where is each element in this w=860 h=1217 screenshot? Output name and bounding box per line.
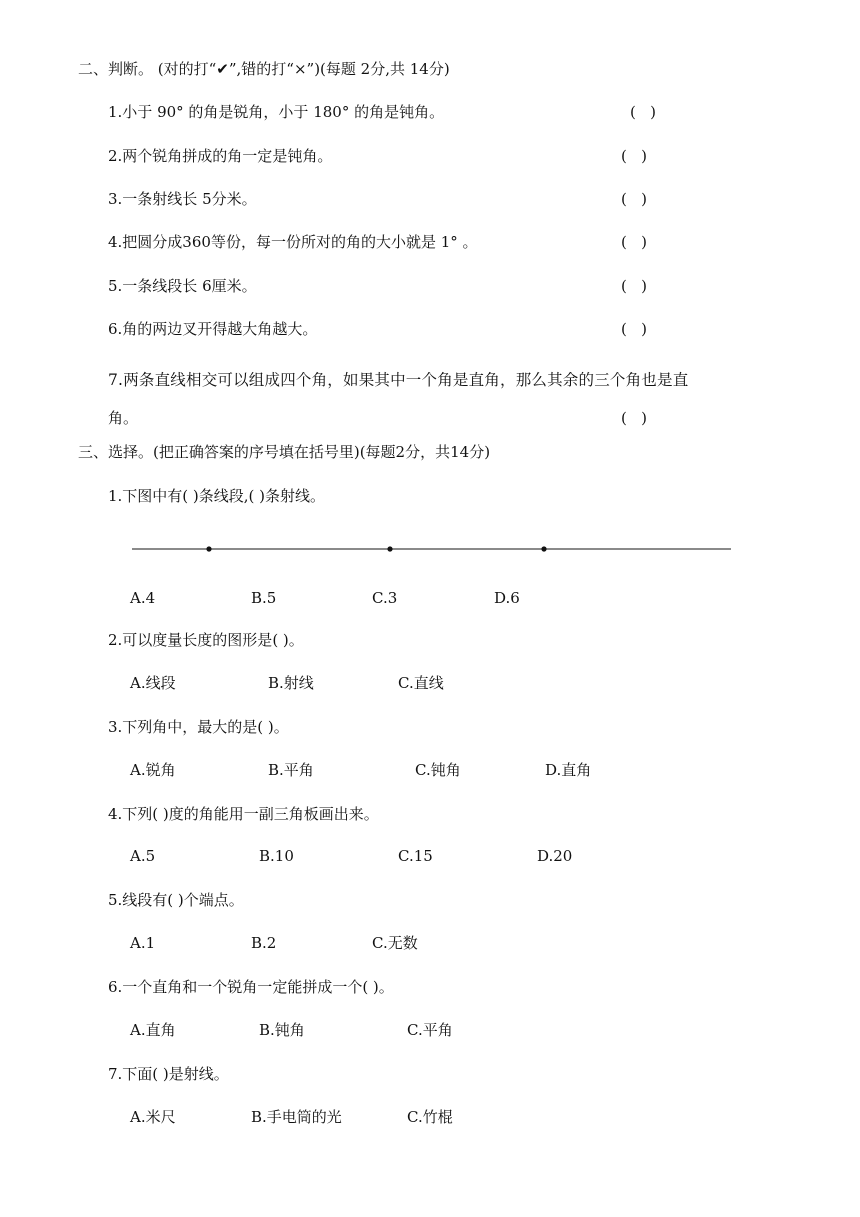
q4-option-c: C.15 [398, 847, 433, 865]
judge-answer-blank-6: ( ) [621, 320, 648, 338]
q1-option-d: D.6 [494, 589, 520, 607]
q6-option-b: B.钝角 [259, 1021, 305, 1039]
judge-answer-blank-4: ( ) [621, 233, 648, 251]
judge-item-7: 7.两条直线相交可以组成四个角，如果其中一个角是直角，那么其余的三个角也是直 [108, 371, 689, 389]
q6-option-a: A.直角 [130, 1021, 176, 1039]
q7-option-a: A.米尺 [130, 1108, 176, 1126]
judge-item-4: 4.把圆分成360等份，每一份所对的角的大小就是 1° 。 [108, 233, 478, 251]
judge-item-3: 3.一条射线长 5分米。 [108, 190, 257, 208]
judge-answer-blank-3: ( ) [621, 190, 648, 208]
choice-question-6: 6.一个直角和一个锐角一定能拼成一个( )。 [108, 978, 394, 996]
judge-answer-blank-5: ( ) [621, 277, 648, 295]
q6-option-c: C.平角 [407, 1021, 453, 1039]
judge-answer-blank-7: ( ) [621, 409, 648, 427]
judge-item-1: 1.小于 90° 的角是锐角，小于 180° 的角是钝角。 [108, 103, 445, 121]
q3-option-c: C.钝角 [415, 761, 461, 779]
choice-question-2: 2.可以度量长度的图形是( )。 [108, 631, 304, 649]
section-3-title: 三、选择。(把正确答案的序号填在括号里)(每题2分，共14分) [78, 443, 491, 461]
choice-question-7: 7.下面( )是射线。 [108, 1065, 229, 1083]
q4-option-b: B.10 [259, 847, 294, 865]
q3-option-b: B.平角 [268, 761, 314, 779]
q4-option-d: D.20 [537, 847, 573, 865]
q7-option-c: C.竹棍 [407, 1108, 453, 1126]
diagram-point-1 [206, 546, 211, 551]
q7-option-b: B.手电筒的光 [251, 1108, 342, 1126]
choice-question-1: 1.下图中有( )条线段,( )条射线。 [108, 487, 326, 505]
section-2-title: 二、判断。 (对的打“✔”,错的打“×”)(每题 2分,共 14分) [78, 60, 450, 78]
choice-question-3: 3.下列角中，最大的是( )。 [108, 718, 289, 736]
diagram-point-3 [541, 546, 546, 551]
judge-answer-blank-1: ( ) [630, 103, 657, 121]
judge-item-7-continued: 角。 [108, 409, 139, 427]
q2-option-c: C.直线 [398, 674, 444, 692]
q4-option-a: A.5 [130, 847, 156, 865]
q3-option-d: D.直角 [545, 761, 592, 779]
q2-option-b: B.射线 [268, 674, 314, 692]
q1-option-b: B.5 [251, 589, 277, 607]
judge-answer-blank-2: ( ) [621, 147, 648, 165]
q1-option-c: C.3 [372, 589, 398, 607]
judge-item-2: 2.两个锐角拼成的角一定是钝角。 [108, 147, 333, 165]
q5-option-b: B.2 [251, 934, 277, 952]
q1-option-a: A.4 [130, 589, 156, 607]
choice-question-5: 5.线段有( )个端点。 [108, 891, 244, 909]
judge-item-6: 6.角的两边叉开得越大角越大。 [108, 320, 318, 338]
q5-option-a: A.1 [130, 934, 156, 952]
q5-option-c: C.无数 [372, 934, 418, 952]
diagram-point-2 [387, 546, 392, 551]
q2-option-a: A.线段 [130, 674, 176, 692]
choice-question-4: 4.下列( )度的角能用一副三角板画出来。 [108, 805, 379, 823]
q3-option-a: A.锐角 [130, 761, 176, 779]
judge-item-5: 5.一条线段长 6厘米。 [108, 277, 257, 295]
